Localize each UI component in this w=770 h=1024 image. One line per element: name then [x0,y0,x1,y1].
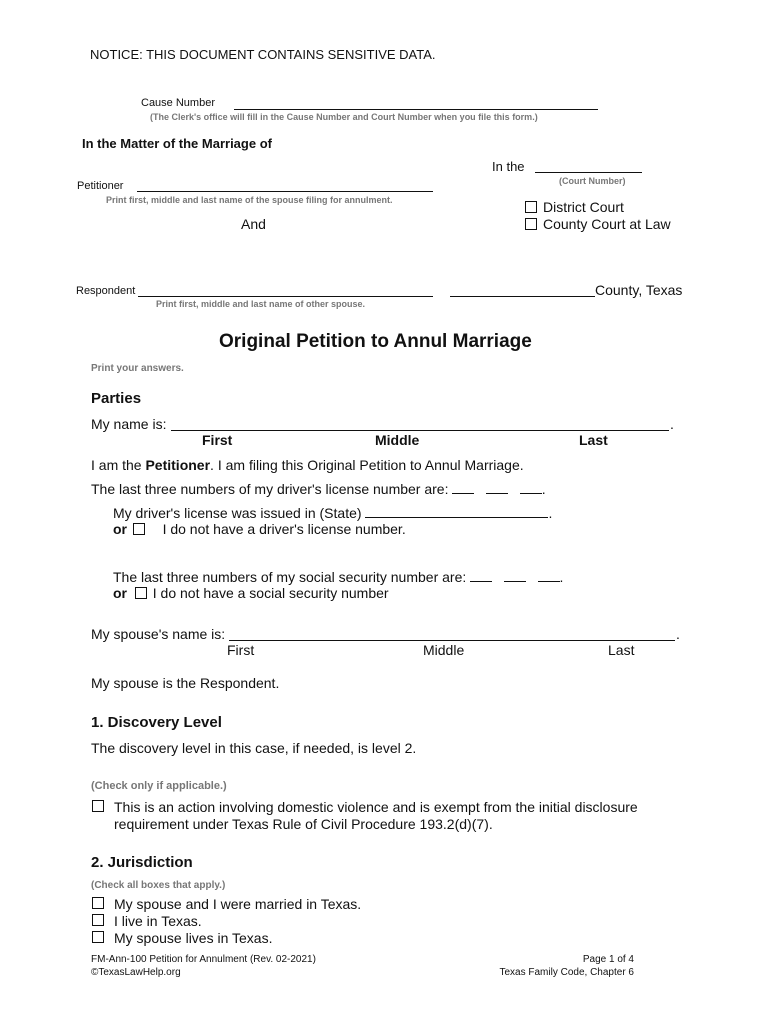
spouse-name-period: . [676,626,680,642]
live-in-texas-label: I live in Texas. [114,913,202,929]
domestic-violence-line-2: requirement under Texas Rule of Civil Procedure 193.2(d)(7). [114,816,493,832]
no-ssn-checkbox[interactable] [135,587,147,599]
live-in-texas-checkbox[interactable] [92,914,104,926]
license-state-field[interactable] [365,505,548,518]
married-in-texas-checkbox[interactable] [92,897,104,909]
married-in-texas-label: My spouse and I were married in Texas. [114,896,362,912]
print-answers-hint: Print your answers. [91,363,184,374]
petitioner-statement: I am the Petitioner. I am filing this Original Petition to Annul Marriage. [91,457,524,473]
petitioner-hint: Print first, middle and last name of the spouse filing for annulment. [106,195,393,205]
county-court-label: County Court at Law [543,216,671,232]
my-name-label: My name is: [91,416,167,432]
cause-number-field[interactable] [234,109,598,110]
no-license-row: or I do not have a driver's license number. [113,521,406,537]
and-label: And [241,216,266,232]
district-court-checkbox[interactable] [525,201,537,213]
ssn-digit-2[interactable] [504,569,526,582]
domestic-violence-line-1: This is an action involving domestic violence and is exempt from the initial disclosure [114,799,638,815]
spouse-name-label: My spouse's name is: [91,626,226,642]
name-first-label: First [202,432,233,448]
respondent-hint: Print first, middle and last name of other spouse. [156,299,366,309]
spouse-lives-in-texas-checkbox[interactable] [92,931,104,943]
no-license-checkbox[interactable] [133,523,145,535]
in-the-label: In the [492,159,525,174]
cause-number-hint: (The Clerk's office will fill in the Cause Number and Court Number when you file this form.) [150,112,538,122]
license-digit-2[interactable] [486,481,508,494]
footer-form-id: FM-Ann-100 Petition for Annulment (Rev. 02-2021) [91,954,316,965]
domestic-violence-checkbox[interactable] [92,800,104,812]
ssn-number-row: The last three numbers of my social security number are: . [113,569,564,585]
spouse-last-label: Last [608,642,635,658]
sensitive-data-notice: NOTICE: THIS DOCUMENT CONTAINS SENSITIVE DATA. [90,47,436,62]
footer-code: Texas Family Code, Chapter 6 [499,967,634,978]
discovery-heading: 1. Discovery Level [91,714,222,731]
parties-heading: Parties [91,390,142,407]
county-court-checkbox[interactable] [525,218,537,230]
respondent-label: Respondent [76,285,136,297]
matter-heading: In the Matter of the Marriage of [82,136,272,151]
license-digit-1[interactable] [452,481,474,494]
ssn-digit-3[interactable] [538,569,560,582]
document-title: Original Petition to Annul Marriage [219,331,532,352]
spouse-respondent-statement: My spouse is the Respondent. [91,675,280,691]
petitioner-name-field[interactable] [137,191,433,192]
name-middle-label: Middle [375,432,420,448]
name-last-label: Last [579,432,608,448]
ssn-digit-1[interactable] [470,569,492,582]
respondent-name-field[interactable] [138,296,433,297]
court-number-field[interactable] [535,172,642,173]
county-texas-label: County, Texas [595,282,683,298]
spouse-first-label: First [227,642,255,658]
my-name-field[interactable] [171,430,669,431]
county-field[interactable] [450,296,595,297]
cause-number-label: Cause Number [141,97,215,109]
jurisdiction-heading: 2. Jurisdiction [91,854,193,871]
footer-copyright: ©TexasLawHelp.org [91,967,181,978]
spouse-middle-label: Middle [423,642,465,658]
license-number-row: The last three numbers of my driver's license number are: . [91,481,546,497]
footer-page-number: Page 1 of 4 [582,954,634,965]
license-state-row: My driver's license was issued in (State) . [113,505,553,521]
discovery-text: The discovery level in this case, if needed, is level 2. [91,740,417,756]
spouse-name-field[interactable] [229,640,675,641]
spouse-lives-in-texas-label: My spouse lives in Texas. [114,930,273,946]
license-digit-3[interactable] [520,481,542,494]
court-number-hint: (Court Number) [559,176,626,186]
my-name-period: . [670,416,674,432]
no-ssn-row: or I do not have a social security number [113,585,389,601]
jurisdiction-check-hint: (Check all boxes that apply.) [91,880,226,891]
petitioner-label: Petitioner [77,180,124,192]
discovery-check-hint: (Check only if applicable.) [91,780,227,792]
district-court-label: District Court [543,199,624,215]
